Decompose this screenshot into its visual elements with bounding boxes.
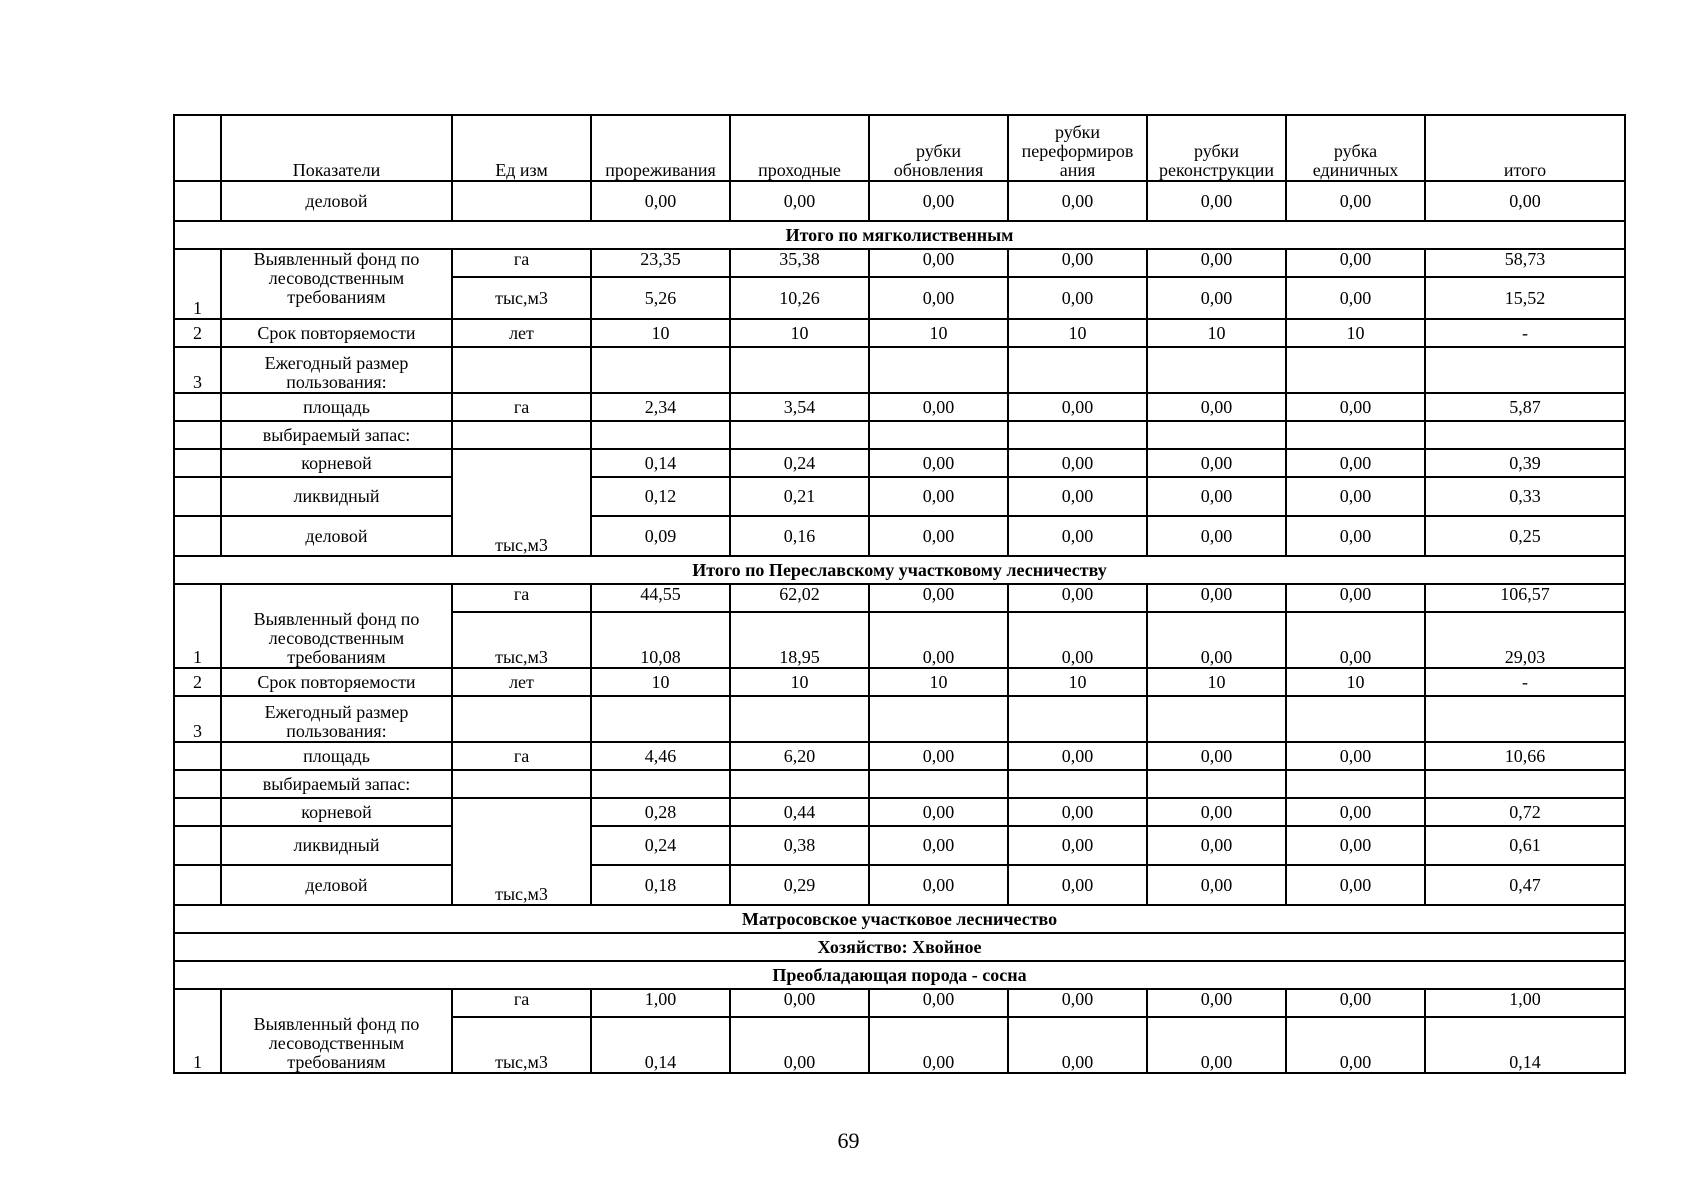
empty-cell xyxy=(174,181,221,221)
indicator-label: корневой xyxy=(221,798,452,826)
table-row xyxy=(174,421,1625,449)
unit-cell: га xyxy=(452,249,591,277)
indicator-label: корневой xyxy=(221,449,452,477)
row-number: 3 xyxy=(174,347,221,393)
empty-cell xyxy=(174,798,221,826)
value-cell: 0,00 xyxy=(869,826,1008,865)
value-cell: 0,24 xyxy=(591,826,730,865)
value-cell: 10 xyxy=(730,319,869,347)
value-cell: 0,00 xyxy=(730,181,869,221)
header-cell: рубки переформиров ания xyxy=(1008,115,1147,181)
indicator-label: деловой xyxy=(221,181,452,221)
value-cell: 3,54 xyxy=(730,393,869,421)
value-cell: 0,00 xyxy=(1008,477,1147,516)
indicator-label: площадь xyxy=(221,393,452,421)
value-cell: 0,00 xyxy=(1147,742,1286,770)
value-cell: 0,00 xyxy=(1147,584,1286,612)
value-cell: 0,00 xyxy=(1286,742,1425,770)
value-cell: 0,16 xyxy=(730,516,869,556)
empty-cell xyxy=(730,421,869,449)
empty-cell xyxy=(174,477,221,516)
value-cell: 0,00 xyxy=(1147,277,1286,319)
value-cell: 0,00 xyxy=(869,277,1008,319)
empty-cell xyxy=(730,770,869,798)
value-cell: 0,00 xyxy=(1147,612,1286,668)
empty-cell xyxy=(174,742,221,770)
table-row xyxy=(174,477,1625,516)
value-cell: 10,08 xyxy=(591,612,730,668)
empty-cell xyxy=(1147,770,1286,798)
value-cell: 29,03 xyxy=(1425,612,1625,668)
empty-cell xyxy=(1286,421,1425,449)
value-cell: 0,00 xyxy=(869,477,1008,516)
empty-cell xyxy=(1147,421,1286,449)
value-cell: 23,35 xyxy=(591,249,730,277)
value-cell: 0,29 xyxy=(730,865,869,905)
indicator-label: деловой xyxy=(221,865,452,905)
value-cell: 0,00 xyxy=(1008,1017,1147,1073)
value-cell: 0,00 xyxy=(1147,449,1286,477)
value-cell: 0,00 xyxy=(1286,277,1425,319)
value-cell: 106,57 xyxy=(1425,584,1625,612)
header-cell: рубка единичных xyxy=(1286,115,1425,181)
value-cell: 0,00 xyxy=(1008,584,1147,612)
value-cell: 5,26 xyxy=(591,277,730,319)
value-cell: 0,21 xyxy=(730,477,869,516)
indicator-label: Ежегодный размер пользования: xyxy=(221,347,452,393)
header-cell: итого xyxy=(1425,115,1625,181)
table-row xyxy=(174,516,1625,556)
value-cell: 18,95 xyxy=(730,612,869,668)
header-cell: рубки реконструкции xyxy=(1147,115,1286,181)
value-cell: 6,20 xyxy=(730,742,869,770)
empty-cell xyxy=(452,770,591,798)
value-cell: 0,00 xyxy=(1147,865,1286,905)
value-cell: 0,00 xyxy=(1286,449,1425,477)
unit-cell: тыс,м3 xyxy=(452,449,591,556)
value-cell: 0,14 xyxy=(591,449,730,477)
section-header-row xyxy=(174,905,1625,933)
value-cell: 0,00 xyxy=(1147,1017,1286,1073)
value-cell: 0,00 xyxy=(1008,181,1147,221)
row-number: 2 xyxy=(174,319,221,347)
value-cell: 0,00 xyxy=(869,865,1008,905)
empty-cell xyxy=(1286,696,1425,742)
empty-cell xyxy=(869,696,1008,742)
empty-cell xyxy=(174,449,221,477)
value-cell: 0,00 xyxy=(869,989,1008,1017)
unit-cell xyxy=(452,181,591,221)
value-cell: 0,44 xyxy=(730,798,869,826)
section-title: Итого по Переславскому участковому лесничеству xyxy=(174,556,1625,584)
empty-cell xyxy=(1425,421,1625,449)
empty-cell xyxy=(452,421,591,449)
value-cell: 4,46 xyxy=(591,742,730,770)
header-cell: Показатели xyxy=(221,115,452,181)
indicator-label: Срок повторяемости xyxy=(221,668,452,696)
empty-cell xyxy=(869,770,1008,798)
value-cell: 0,00 xyxy=(1008,249,1147,277)
value-cell: 0,00 xyxy=(1286,989,1425,1017)
empty-cell xyxy=(591,421,730,449)
empty-cell xyxy=(1147,347,1286,393)
empty-cell xyxy=(1425,347,1625,393)
empty-cell xyxy=(174,826,221,865)
table-row xyxy=(174,826,1625,865)
unit-cell: га xyxy=(452,989,591,1017)
section-header-row xyxy=(174,556,1625,584)
value-cell: 0,00 xyxy=(1147,181,1286,221)
value-cell: 0,00 xyxy=(591,181,730,221)
table-row xyxy=(174,668,1625,696)
value-cell: 0,00 xyxy=(869,584,1008,612)
unit-cell: тыс,м3 xyxy=(452,798,591,905)
indicator-label: ликвидный xyxy=(221,826,452,865)
header-cell: Ед изм xyxy=(452,115,591,181)
empty-cell xyxy=(174,770,221,798)
value-cell: 10 xyxy=(730,668,869,696)
unit-cell: тыс,м3 xyxy=(452,277,591,319)
table-row xyxy=(174,584,1625,612)
value-cell: 10 xyxy=(1147,668,1286,696)
value-cell: 0,00 xyxy=(1286,612,1425,668)
value-cell: 10,26 xyxy=(730,277,869,319)
value-cell: 10 xyxy=(591,668,730,696)
row-number: 3 xyxy=(174,696,221,742)
value-cell: 0,00 xyxy=(1008,277,1147,319)
value-cell: 0,38 xyxy=(730,826,869,865)
value-cell: 0,00 xyxy=(1008,449,1147,477)
empty-cell xyxy=(174,421,221,449)
empty-cell xyxy=(1008,696,1147,742)
value-cell: 15,52 xyxy=(1425,277,1625,319)
table-row xyxy=(174,865,1625,905)
table-row xyxy=(174,742,1625,770)
value-cell: 0,72 xyxy=(1425,798,1625,826)
value-cell: 0,00 xyxy=(1147,393,1286,421)
value-cell: 0,00 xyxy=(1147,989,1286,1017)
indicator-label: выбираемый запас: xyxy=(221,421,452,449)
unit-cell: тыс,м3 xyxy=(452,612,591,668)
table-row xyxy=(174,449,1625,477)
indicator-label: Выявленный фонд по лесоводственным требованиям xyxy=(221,989,452,1073)
empty-cell xyxy=(452,347,591,393)
indicator-label: деловой xyxy=(221,516,452,556)
unit-cell: га xyxy=(452,584,591,612)
value-cell: 2,34 xyxy=(591,393,730,421)
value-cell: 1,00 xyxy=(591,989,730,1017)
value-cell: 0,00 xyxy=(1286,249,1425,277)
section-header-row xyxy=(174,961,1625,989)
value-cell: 0,61 xyxy=(1425,826,1625,865)
value-cell: 44,55 xyxy=(591,584,730,612)
row-number: 1 xyxy=(174,249,221,319)
row-number: 1 xyxy=(174,989,221,1073)
empty-cell xyxy=(591,770,730,798)
value-cell: 0,00 xyxy=(869,516,1008,556)
value-cell: 0,00 xyxy=(1008,393,1147,421)
table-row xyxy=(174,347,1625,393)
value-cell: 0,00 xyxy=(869,181,1008,221)
empty-cell xyxy=(869,347,1008,393)
empty-cell xyxy=(1425,696,1625,742)
section-header-row xyxy=(174,933,1625,961)
value-cell: 0,14 xyxy=(591,1017,730,1073)
table-row xyxy=(174,393,1625,421)
value-cell: 0,00 xyxy=(869,742,1008,770)
value-cell: 0,39 xyxy=(1425,449,1625,477)
value-cell: 10 xyxy=(869,319,1008,347)
value-cell: 0,00 xyxy=(1147,826,1286,865)
table-row xyxy=(174,989,1625,1017)
value-cell: 10 xyxy=(869,668,1008,696)
value-cell: 58,73 xyxy=(1425,249,1625,277)
value-cell: 0,00 xyxy=(1286,181,1425,221)
page-number: 69 xyxy=(837,1128,860,1153)
empty-cell xyxy=(1008,770,1147,798)
empty-cell xyxy=(1008,421,1147,449)
indicator-label: Ежегодный размер пользования: xyxy=(221,696,452,742)
value-cell: 0,00 xyxy=(1008,989,1147,1017)
value-cell: 0,00 xyxy=(1286,477,1425,516)
section-title: Матросовское участковое лесничество xyxy=(174,905,1625,933)
row-number: 1 xyxy=(174,584,221,668)
value-cell: 0,00 xyxy=(1147,249,1286,277)
value-cell: 10 xyxy=(1286,668,1425,696)
header-row xyxy=(174,115,1625,181)
header-cell: рубки обновления xyxy=(869,115,1008,181)
value-cell: 0,00 xyxy=(1008,612,1147,668)
unit-cell: га xyxy=(452,742,591,770)
indicator-label: Срок повторяемости xyxy=(221,319,452,347)
table-row xyxy=(174,696,1625,742)
value-cell: - xyxy=(1425,319,1625,347)
indicator-label: Выявленный фонд по лесоводственным требованиям xyxy=(221,584,452,668)
section-title: Хозяйство: Хвойное xyxy=(174,933,1625,961)
empty-cell xyxy=(452,696,591,742)
value-cell: 0,00 xyxy=(869,393,1008,421)
empty-cell xyxy=(1425,770,1625,798)
value-cell: 0,00 xyxy=(869,612,1008,668)
row-number: 2 xyxy=(174,668,221,696)
unit-cell: лет xyxy=(452,319,591,347)
empty-cell xyxy=(1286,770,1425,798)
table-row xyxy=(174,798,1625,826)
value-cell: 0,00 xyxy=(1425,181,1625,221)
unit-cell: лет xyxy=(452,668,591,696)
empty-cell xyxy=(591,347,730,393)
section-title: Преобладающая порода - сосна xyxy=(174,961,1625,989)
data-table xyxy=(173,114,1626,1074)
section-header-row xyxy=(174,221,1625,249)
header-cell: проходные xyxy=(730,115,869,181)
empty-cell xyxy=(1008,347,1147,393)
value-cell: 1,00 xyxy=(1425,989,1625,1017)
empty-cell xyxy=(730,347,869,393)
table-row xyxy=(174,249,1625,277)
value-cell: 10 xyxy=(1008,668,1147,696)
value-cell: 0,00 xyxy=(1286,826,1425,865)
value-cell: 0,28 xyxy=(591,798,730,826)
indicator-label: ликвидный xyxy=(221,477,452,516)
header-cell: прореживания xyxy=(591,115,730,181)
value-cell: 10 xyxy=(1147,319,1286,347)
section-title: Итого по мягколиственным xyxy=(174,221,1625,249)
table-row xyxy=(174,319,1625,347)
value-cell: 10 xyxy=(591,319,730,347)
value-cell: 0,00 xyxy=(869,1017,1008,1073)
value-cell: 0,25 xyxy=(1425,516,1625,556)
value-cell: 0,00 xyxy=(1286,798,1425,826)
value-cell: 0,00 xyxy=(869,249,1008,277)
value-cell: 0,00 xyxy=(730,1017,869,1073)
value-cell: 0,00 xyxy=(1008,826,1147,865)
unit-cell: га xyxy=(452,393,591,421)
value-cell: - xyxy=(1425,668,1625,696)
indicator-label: выбираемый запас: xyxy=(221,770,452,798)
value-cell: 35,38 xyxy=(730,249,869,277)
value-cell: 62,02 xyxy=(730,584,869,612)
value-cell: 0,00 xyxy=(1147,516,1286,556)
value-cell: 0,00 xyxy=(1286,1017,1425,1073)
value-cell: 0,00 xyxy=(1286,516,1425,556)
value-cell: 0,00 xyxy=(1286,865,1425,905)
value-cell: 0,00 xyxy=(1008,798,1147,826)
empty-cell xyxy=(869,421,1008,449)
empty-cell xyxy=(174,393,221,421)
empty-cell xyxy=(1147,696,1286,742)
table-row xyxy=(174,181,1625,221)
value-cell: 10 xyxy=(1008,319,1147,347)
value-cell: 0,00 xyxy=(869,798,1008,826)
value-cell: 0,33 xyxy=(1425,477,1625,516)
empty-cell xyxy=(174,516,221,556)
value-cell: 0,00 xyxy=(1008,742,1147,770)
empty-cell xyxy=(174,865,221,905)
value-cell: 0,12 xyxy=(591,477,730,516)
value-cell: 0,09 xyxy=(591,516,730,556)
indicator-label: Выявленный фонд по лесоводственным требованиям xyxy=(221,249,452,319)
table-row xyxy=(174,770,1625,798)
value-cell: 10,66 xyxy=(1425,742,1625,770)
indicator-label: площадь xyxy=(221,742,452,770)
value-cell: 0,18 xyxy=(591,865,730,905)
value-cell: 0,24 xyxy=(730,449,869,477)
value-cell: 0,00 xyxy=(869,449,1008,477)
value-cell: 5,87 xyxy=(1425,393,1625,421)
unit-cell: тыс,м3 xyxy=(452,1017,591,1073)
value-cell: 0,00 xyxy=(1286,584,1425,612)
header-cell xyxy=(174,115,221,181)
value-cell: 0,00 xyxy=(1286,393,1425,421)
value-cell: 0,00 xyxy=(1008,865,1147,905)
empty-cell xyxy=(591,696,730,742)
value-cell: 0,00 xyxy=(1147,477,1286,516)
empty-cell xyxy=(1286,347,1425,393)
value-cell: 0,00 xyxy=(730,989,869,1017)
empty-cell xyxy=(730,696,869,742)
value-cell: 0,14 xyxy=(1425,1017,1625,1073)
value-cell: 10 xyxy=(1286,319,1425,347)
value-cell: 0,00 xyxy=(1008,516,1147,556)
value-cell: 0,47 xyxy=(1425,865,1625,905)
value-cell: 0,00 xyxy=(1147,798,1286,826)
